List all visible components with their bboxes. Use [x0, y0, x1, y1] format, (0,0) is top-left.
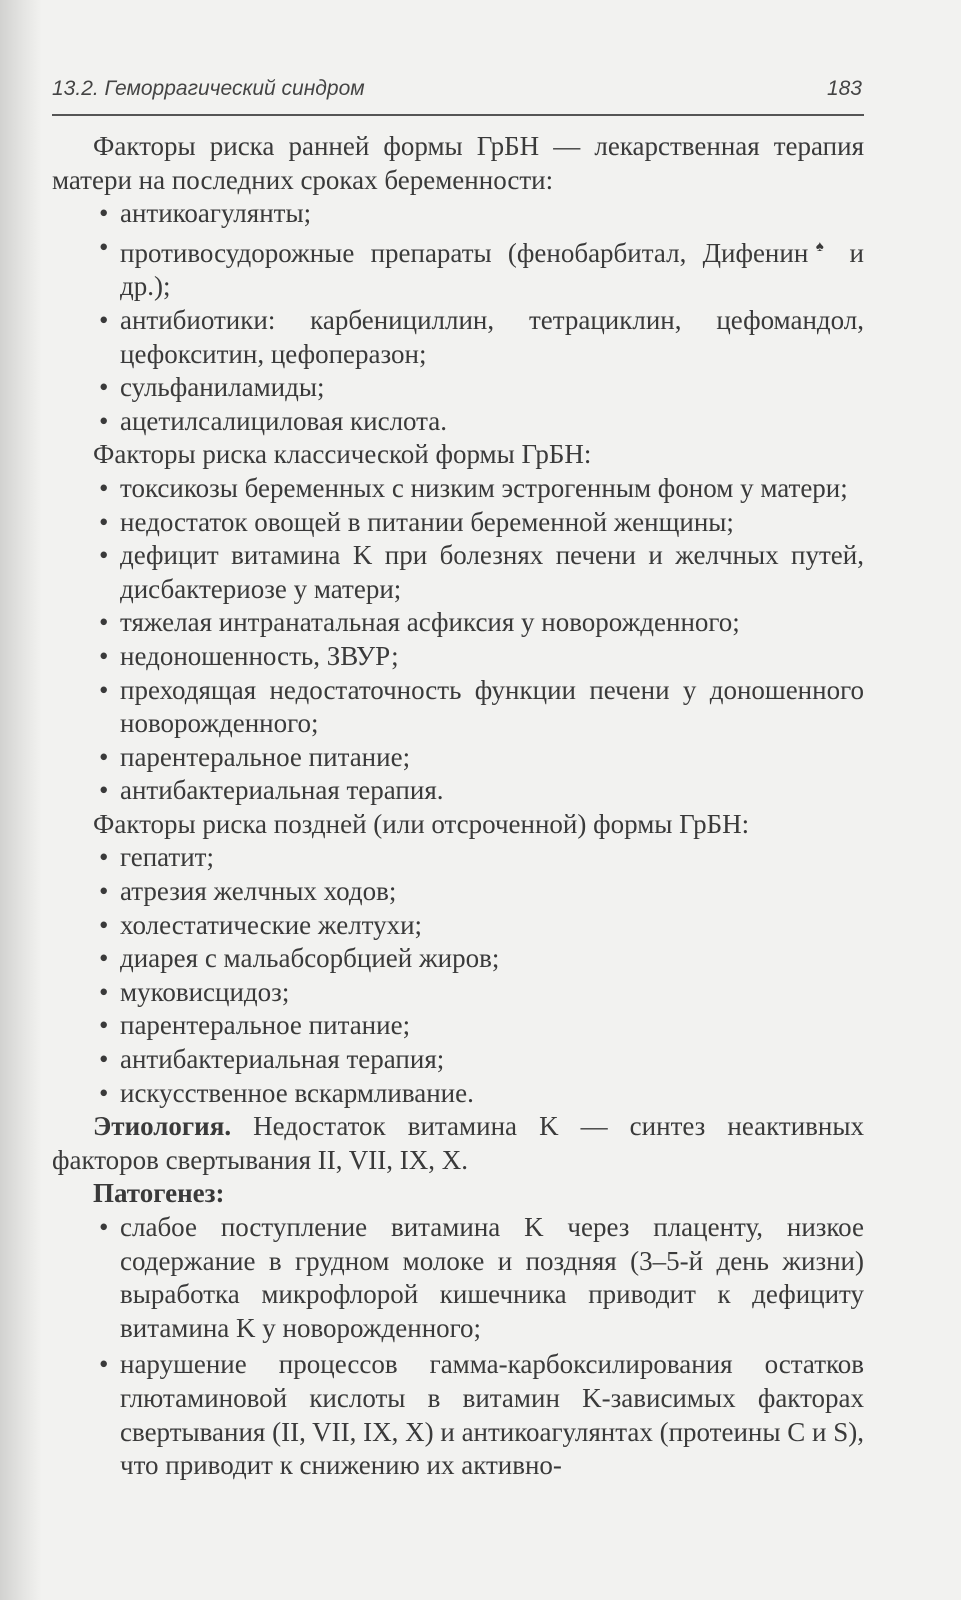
- late-form-list: [52, 841, 864, 1110]
- classic-form-intro: Факторы риска классической формы ГрБН:: [93, 439, 592, 470]
- etiology-text: Недостаток витамина K — синтез неактивных факторов свертывания II, VII, IX, X.: [52, 1111, 864, 1175]
- section-title: 13.2. Геморрагический синдром: [52, 77, 365, 100]
- etiology-paragraph: [52, 1110, 864, 1177]
- page-number: 183: [826, 77, 862, 100]
- list-item: • антибактериальная терапия.: [52, 774, 864, 808]
- early-form-list: [52, 197, 864, 438]
- list-item: • сульфаниламиды;: [52, 371, 864, 405]
- pathogenesis-list: [52, 1211, 864, 1483]
- list-item: • слабое поступление витамина K через плаценту, низкое содержание в грудном молоке и поздняя (3–5-й день жизни) выработка микрофлорой кишечника приводит к дефициту витамина K у новорожденного;: [52, 1211, 864, 1345]
- list-item: • нарушение процессов гамма-карбоксилирования остатков глютаминовой кислоты в витамин K-зависимых факторах свертывания (II, VII, IX, X) и антикоагулянтах (протеины C и S), что приводит к снижению их активно-: [52, 1348, 864, 1482]
- list-item: • искусственное вскармливание.: [52, 1077, 864, 1111]
- list-item: • токсикозы беременных с низким эстрогенным фоном у матери;: [52, 472, 864, 506]
- page-shadow: [0, 0, 42, 1600]
- list-item: • ацетилсалициловая кислота.: [52, 405, 864, 439]
- pathogenesis-label: Патогенез:: [93, 1178, 225, 1209]
- list-item: • муковисцидоз;: [52, 976, 864, 1010]
- list-item: • антибиотики: карбенициллин, тетрациклин, цефомандол, цефокситин, цефоперазон;: [52, 304, 864, 371]
- list-item: • гепатит;: [52, 841, 864, 875]
- list-item: • недостаток овощей в питании беременной женщины;: [52, 506, 864, 540]
- list-item: • парентеральное питание;: [52, 741, 864, 775]
- early-form-intro: Факторы риска ранней формы ГрБН — лекарственная терапия матери на последних сроках беременности:: [52, 131, 864, 195]
- late-form-intro: Факторы риска поздней (или отсроченной) формы ГрБН:: [93, 808, 750, 839]
- classic-form-list: [52, 472, 864, 808]
- header-rule: [52, 114, 864, 116]
- list-item-text: противосудорожные препараты (фенобарбитал, Дифенин: [120, 237, 809, 268]
- list-item: • диарея с мальабсорбцией жиров;: [52, 942, 864, 976]
- list-item: • преходящая недостаточность функции печени у доношенного новорожденного;: [52, 674, 864, 741]
- trademark-mark: ♠: [806, 238, 834, 255]
- etiology-label: Этиология.: [93, 1111, 232, 1142]
- list-item: • холестатические желтухи;: [52, 909, 864, 943]
- list-item: • парентеральное питание;: [52, 1009, 864, 1043]
- list-item: • тяжелая интранатальная асфиксия у новорожденного;: [52, 606, 864, 640]
- list-item: • антикоагулянты;: [52, 197, 864, 231]
- list-item: [52, 231, 864, 304]
- list-item: • атрезия желчных ходов;: [52, 875, 864, 909]
- list-item-tail: и др.);: [120, 237, 864, 302]
- list-item: • антибактериальная терапия;: [52, 1043, 864, 1077]
- page-body: [52, 130, 864, 1486]
- list-item: • недоношенность, ЗВУР;: [52, 640, 864, 674]
- running-header: [52, 77, 862, 101]
- list-item: • дефицит витамина K при болезнях печени и желчных путей, дисбактериозе у матери;: [52, 539, 864, 606]
